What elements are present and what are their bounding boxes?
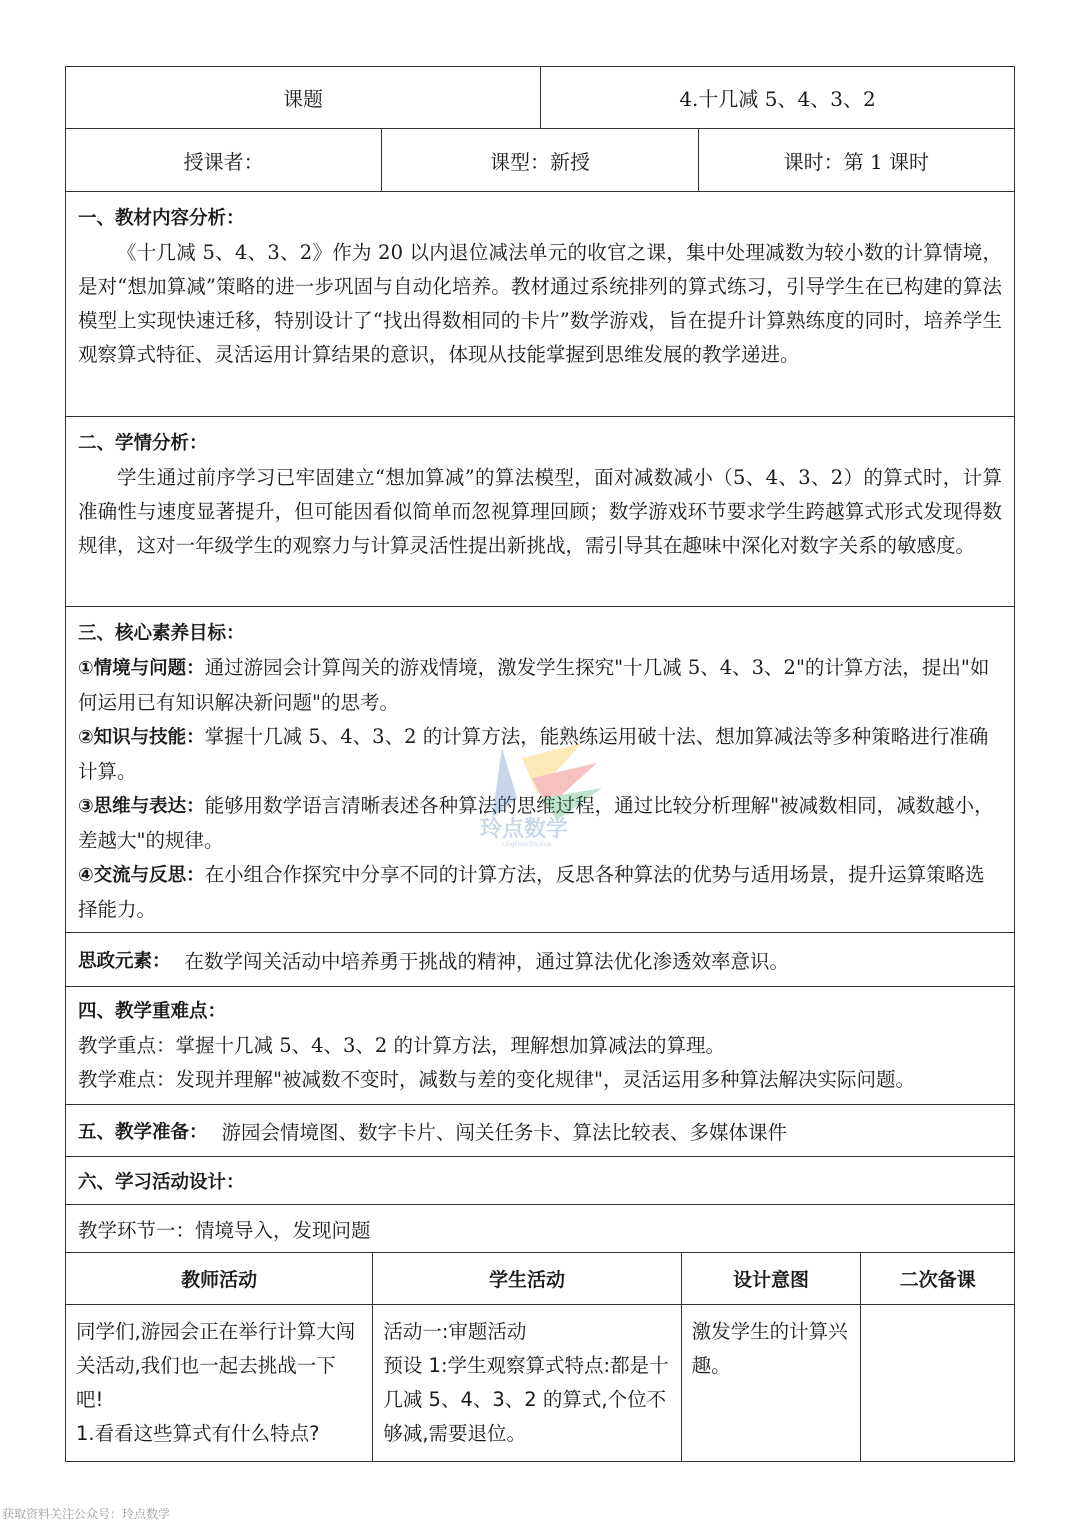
goal-text: 掌握十几减 5、4、3、2 的计算方法，能熟练运用破十法、想加算减法等多种策略进行准确计算。 xyxy=(78,725,989,783)
goal-text: 在小组合作探究中分享不同的计算方法，反思各种算法的优势与适用场景，提升运算策略选择能力。 xyxy=(78,863,985,921)
ideology-label: 思政元素： xyxy=(78,950,171,972)
section-activity-design xyxy=(66,1157,1014,1205)
activity-body-row xyxy=(66,1305,1014,1461)
info-row xyxy=(66,129,1014,192)
goal-item xyxy=(78,789,1002,858)
section-material-analysis xyxy=(66,192,1014,417)
goal-label: ①情境与问题： xyxy=(78,658,205,679)
section-title: 一、教材内容分析： xyxy=(78,208,245,229)
lesson-period: 课时：第 1 课时 xyxy=(698,129,1014,191)
watermark-text: 玲点数学 xyxy=(480,817,569,842)
goal-item xyxy=(78,858,1002,927)
col-second-prep: 二次备课 xyxy=(860,1253,1014,1304)
difficulty-point: 教学难点：发现并理解"被减数不变时，减数与差的变化规律"，灵活运用多种算法解决实际问题。 xyxy=(78,1068,915,1091)
topic-row xyxy=(66,67,1014,129)
topic-value: 4.十几减 5、4、3、2 xyxy=(540,67,1014,128)
goal-label: ②知识与技能： xyxy=(78,727,205,748)
footer-note: 获取资料关注公众号：玲点数学 xyxy=(2,1507,171,1521)
section-body: 学生通过前序学习已牢固建立“想加算减”的算法模型，面对减数减小（5、4、3、2）的算式时，计算准确性与速度显著提升，但可能因看似简单而忽视算理回顾；数学游戏环节要求学生跨越算式形式发现得数规律，这对一年级学生的观察力与计算灵活性提出新挑战，需引导其在趣味中深化对数字关系的敏感度。 xyxy=(78,466,1002,557)
watermark-subtext: LingDianShuXue xyxy=(502,841,552,848)
teacher-label: 授课者： xyxy=(183,149,264,174)
col-teacher-activity: 教师活动 xyxy=(181,1269,258,1291)
section-title: 六、学习活动设计： xyxy=(78,1171,245,1193)
stage-title: 教学环节一：情境导入，发现问题 xyxy=(78,1218,371,1242)
section-title: 四、教学重难点： xyxy=(78,1001,227,1022)
preparation-text: 游园会情境图、数字卡片、闯关任务卡、算法比较表、多媒体课件 xyxy=(221,1120,788,1144)
topic-label: 课题 xyxy=(283,87,323,111)
lesson-type: 课型：新授 xyxy=(381,129,697,191)
section-core-goals xyxy=(66,607,1014,933)
ideology-text: 在数学闯关活动中培养勇于挑战的精神，通过算法优化渗透效率意识。 xyxy=(184,949,790,973)
second-prep-cell xyxy=(860,1305,1014,1461)
goal-label: ④交流与反思： xyxy=(78,865,205,886)
section-title: 三、核心素养目标： xyxy=(78,623,245,644)
section-key-points xyxy=(66,987,1014,1105)
col-design-intent: 设计意图 xyxy=(681,1253,861,1304)
key-point: 教学重点：掌握十几减 5、4、3、2 的计算方法，理解想加算减法的算理。 xyxy=(78,1034,726,1057)
section-title: 二、学情分析： xyxy=(78,433,208,454)
stage-row xyxy=(66,1205,1014,1253)
section-ideology xyxy=(66,933,1014,987)
goal-text: 能够用数学语言清晰表述各种算法的思维过程，通过比较分析理解"被减数相同，减数越小，差越大"的规律。 xyxy=(78,794,994,852)
section-preparation xyxy=(66,1105,1014,1157)
student-activity-cell: 活动一:审题活动 预设 1:学生观察算式特点:都是十几减 5、4、3、2 的算式,个位不够减,需要退位。 xyxy=(372,1305,680,1461)
design-intent-cell: 激发学生的计算兴趣。 xyxy=(681,1305,861,1461)
lesson-plan-table xyxy=(65,66,1015,1462)
goal-item xyxy=(78,720,1002,789)
section-student-analysis xyxy=(66,417,1014,607)
col-student-activity: 学生活动 xyxy=(372,1253,680,1304)
goal-item xyxy=(78,651,1002,720)
preparation-label: 五、教学准备： xyxy=(78,1121,208,1143)
teacher-activity-cell: 同学们,游园会正在举行计算大闯关活动,我们也一起去挑战一下吧! 1.看看这些算式有什么特点? xyxy=(76,1320,356,1445)
goal-label: ③思维与表达： xyxy=(78,796,205,817)
activity-header-row xyxy=(66,1253,1014,1305)
goal-text: 通过游园会计算闯关的游戏情境，激发学生探究"十几减 5、4、3、2"的计算方法，提出"如何运用已有知识解决新问题"的思考。 xyxy=(78,656,990,714)
section-body: 《十几减 5、4、3、2》作为 20 以内退位减法单元的收官之课，集中处理减数为较小数的计算情境，是对“想加算减”策略的进一步巩固与自动化培养。教材通过系统排列的算式练习，引导学生在已构建的算法模型上实现快速迁移，特别设计了“找出得数相同的卡片”数学游戏，旨在提升计算熟练度的同时，培养学生观察算式特征、灵活运用计算结果的意识，体现从技能掌握到思维发展的教学递进。 xyxy=(78,241,1002,366)
